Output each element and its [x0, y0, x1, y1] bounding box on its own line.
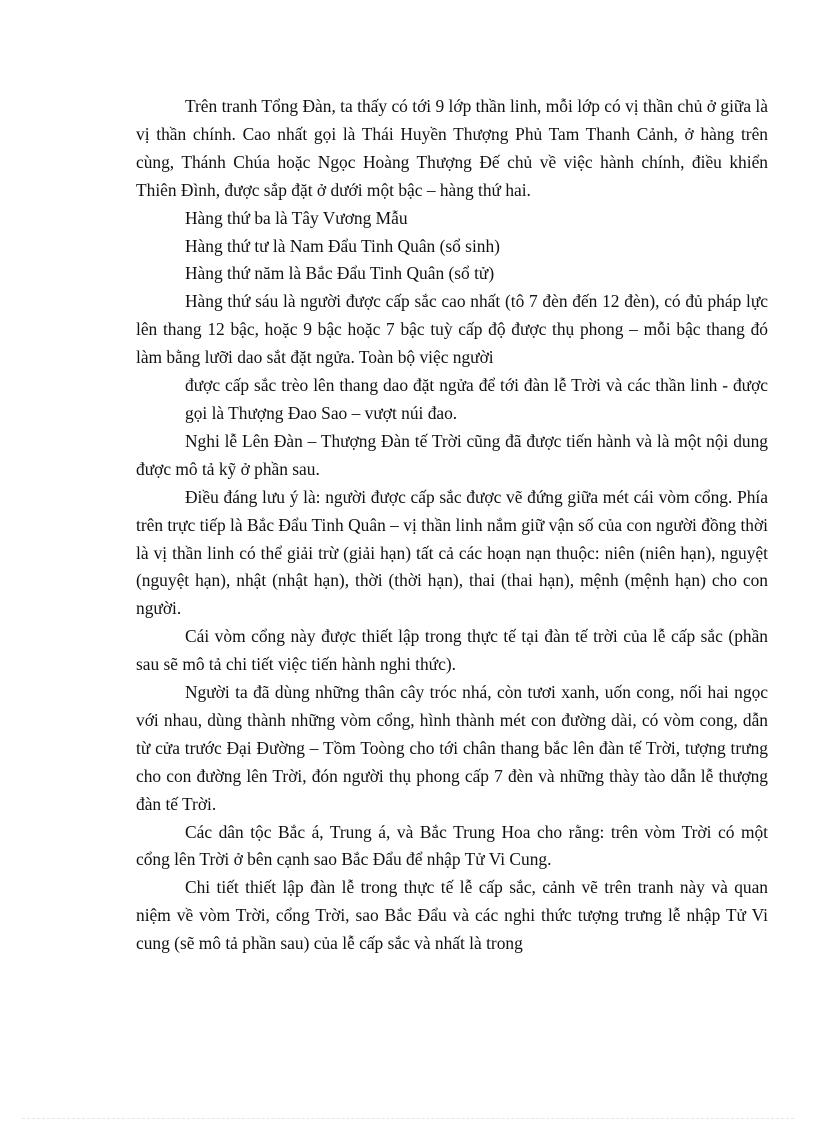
page-bottom-divider [22, 1118, 794, 1119]
paragraph-hang-thu-ba: Hàng thứ ba là Tây Vương Mẫu [185, 207, 408, 228]
paragraph-hang-thu-sau: Hàng thứ sáu là người được cấp sắc cao nhất (tô 7 đèn đến 12 đèn), có đủ pháp lực lên thang 12 bậc, hoặc 9 bậc hoặc 7 bậc tuỳ cấp độ được thụ phong – mỗi bậc thang đó làm bằng lưỡi dao sắt đặt ngửa. Toàn bộ việc người [136, 291, 768, 368]
paragraph-tong-dan: Trên tranh Tổng Đàn, ta thấy có tới 9 lớp thần linh, mỗi lớp có vị thần chủ ở giữa là vị thần chính. Cao nhất gọi là Thái Huyền Thượng Phủ Tam Thanh Cảnh, ở hàng trên cùng, Thánh Chúa hoặc Ngọc Hoàng Thượng Đế chủ về việc hành chính, điều khiển Thiên Đình, được sắp đặt ở dưới một bậc – hàng thứ hai. [136, 96, 768, 200]
paragraph-hang-thu-nam: Hàng thứ năm là Bắc Đẩu Tinh Quân (sổ tử) [185, 263, 495, 284]
paragraph-chi-tiet-thiet-lap: Chi tiết thiết lập đàn lễ trong thực tế lễ cấp sắc, cảnh vẽ trên tranh này và quan niệm về vòm Trời, cổng Trời, sao Bắc Đẩu và các nghi thức tượng trưng lễ nhập Tử Vi cung (sẽ mô tả phần sau) của lễ cấp sắc và nhất là trong [136, 877, 768, 954]
paragraph-dieu-dang-luu-y: Điều đáng lưu ý là: người được cấp sắc được vẽ đứng giữa mét cái vòm cổng. Phía trên trực tiếp là Bắc Đẩu Tinh Quân – vị thần linh nắm giữ vận số của con người đồng thời là vị thần linh có thể giải trừ (giải hạn) tất cả các hoạn nạn thuộc: niên (niên hạn), nguyệt (nguyệt hạn), nhật (nhật hạn), thời (thời hạn), thai (thai hạn), mệnh (mệnh hạn) cho con người. [136, 486, 768, 619]
document-body [136, 93, 768, 958]
paragraph-nghi-le-len-dan: Nghi lễ Lên Đàn – Thượng Đàn tế Trời cũng đã được tiến hành và là một nội dung được mô tả kỹ ở phần sau. [136, 430, 768, 479]
paragraph-hang-thu-tu: Hàng thứ tư là Nam Đẩu Tinh Quân (sổ sinh) [185, 235, 500, 256]
paragraph-nguoi-ta-da-dung: Người ta đã dùng những thân cây tróc nhá, còn tươi xanh, uốn cong, nối hai ngọc với nhau, dùng thành những vòm cổng, hình thành mét con đường dài, có vòm cong, dẫn từ cửa trước Đại Đường – Tồm Toòng cho tới chân thang bắc lên đàn tế Trời, tượng trưng cho con đường lên Trời, đón người thụ phong cấp 7 đèn và những thày tào dẫn lễ thượng đàn tế Trời. [136, 682, 768, 814]
paragraph-cac-dan-toc: Các dân tộc Bắc á, Trung á, và Bắc Trung Hoa cho rằng: trên vòm Trời có một cổng lên Trời ở bên cạnh sao Bắc Đẩu để nhập Tử Vi Cung. [136, 821, 768, 870]
paragraph-cai-vom-cong: Cái vòm cổng này được thiết lập trong thực tế tại đàn tế trời của lễ cấp sắc (phần sau sẽ mô tả chi tiết việc tiến hành nghi thức). [136, 626, 768, 675]
paragraph-thuong-dao-sao: được cấp sắc trèo lên thang dao đặt ngửa để tới đàn lễ Trời và các thần linh - được gọi là Thượng Đao Sao – vượt núi đao. [185, 375, 768, 423]
